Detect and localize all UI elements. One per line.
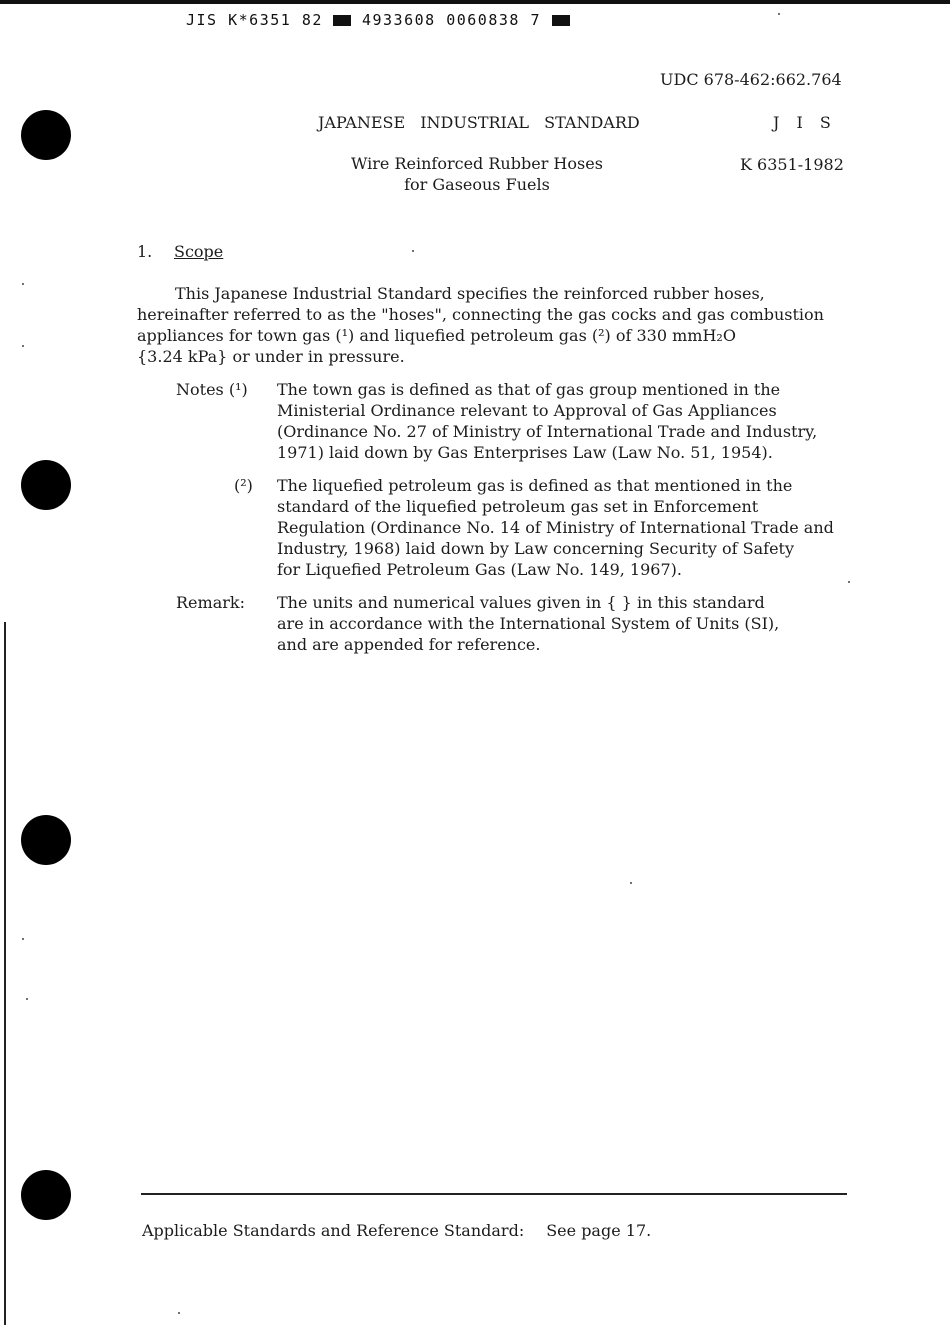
section-number: 1. [137, 242, 153, 261]
scan-speck [22, 938, 24, 940]
note-line: 1971) laid down by Gas Enterprises Law (Law No. 51, 1954). [277, 443, 773, 462]
note-line: Industry, 1968) laid down by Law concerning Security of Safety [277, 539, 795, 558]
remark-body [277, 592, 779, 655]
section-title: Scope [174, 242, 224, 261]
scan-speck [778, 13, 780, 15]
standard-organization-title: JAPANESE INDUSTRIAL STANDARD [318, 113, 640, 132]
document-title-line1: Wire Reinforced Rubber Hoses [351, 154, 603, 173]
binder-hole-3 [21, 815, 71, 865]
scan-speck [22, 283, 24, 285]
note-line: for Liquefied Petroleum Gas (Law No. 149, 1967). [277, 560, 682, 579]
note-line: The liquefied petroleum gas is defined as that mentioned in the [277, 476, 793, 495]
scan-speck [178, 1312, 180, 1314]
binder-hole-1 [21, 110, 71, 160]
remark-line: The units and numerical values given in { } in this standard [277, 593, 765, 612]
binder-hole-2 [21, 460, 71, 510]
note-1 [277, 379, 817, 463]
remark-line: are in accordance with the International System of Units (SI), [277, 614, 780, 633]
document-title-line2: for Gaseous Fuels [404, 175, 550, 194]
paragraph-line: hereinafter referred to as the "hoses", connecting the gas cocks and gas combustion [137, 305, 824, 324]
udc-classification: UDC 678-462:662.764 [660, 70, 842, 89]
paragraph-line: This Japanese Industrial Standard specifies the reinforced rubber hoses, [175, 284, 765, 303]
header-code-part1: JIS K*6351 82 [186, 11, 323, 29]
footer-rule [141, 1193, 847, 1195]
jis-mark: J I S [773, 113, 837, 132]
scan-speck [26, 998, 28, 1000]
note-line: The town gas is defined as that of gas group mentioned in the [277, 380, 781, 399]
remark-line: and are appended for reference. [277, 635, 541, 654]
note-line: (Ordinance No. 27 of Ministry of International Trade and Industry, [277, 422, 818, 441]
note-line: standard of the liquefied petroleum gas set in Enforcement [277, 497, 759, 516]
standard-number: K 6351-1982 [740, 155, 844, 174]
paragraph-line: appliances for town gas (¹) and liquefied petroleum gas (²) of 330 mmH₂O [137, 326, 736, 345]
top-border-rule [0, 0, 950, 4]
header-code-part2: 4933608 0060838 7 [361, 11, 541, 29]
footer-label: Applicable Standards and Reference Standard: [142, 1221, 525, 1240]
document-title [351, 153, 603, 195]
paragraph-line: {3.24 kPa} or under in pressure. [137, 347, 405, 366]
remark-label: Remark: [176, 593, 245, 612]
binder-hole-4 [21, 1170, 71, 1220]
scan-speck [22, 345, 24, 347]
note-2-label: (²) [234, 476, 253, 495]
scan-edge-line [4, 622, 6, 1325]
header-block-mark-end [552, 15, 570, 26]
note-2 [277, 475, 834, 580]
scan-speck [412, 250, 414, 252]
scan-speck [630, 882, 632, 884]
document-header-code [186, 11, 570, 29]
footer-page-reference: See page 17. [546, 1221, 652, 1240]
scope-paragraph [137, 283, 862, 367]
note-line: Ministerial Ordinance relevant to Approval of Gas Appliances [277, 401, 777, 420]
header-block-mark [333, 15, 351, 26]
notes-label: Notes (¹) [176, 380, 248, 399]
footer-reference [142, 1220, 651, 1241]
scan-speck [848, 581, 850, 583]
note-line: Regulation (Ordinance No. 14 of Ministry of International Trade and [277, 518, 834, 537]
